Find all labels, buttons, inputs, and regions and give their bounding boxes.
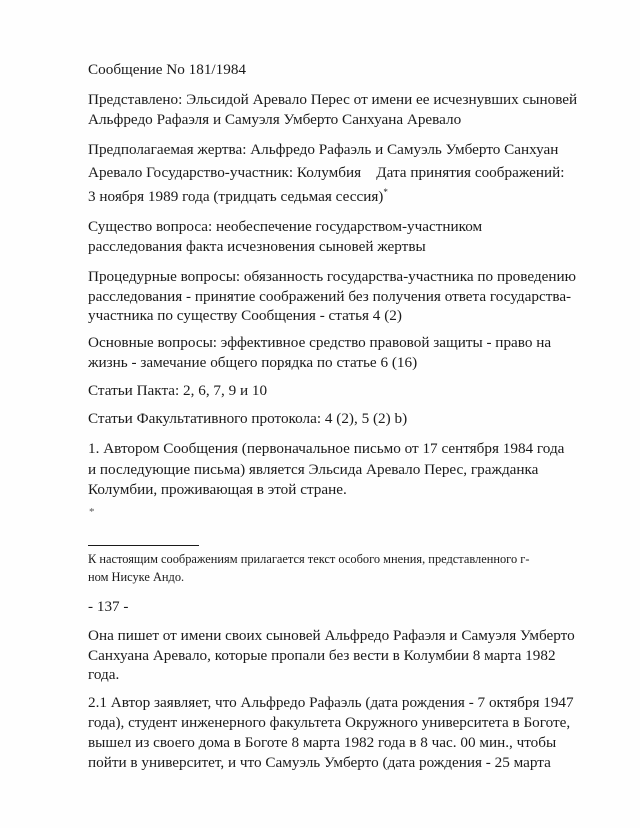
adoption-date-text: 3 ноября 1989 года (тридцать седьмая сессия) xyxy=(88,188,384,205)
paragraph-line: года), студент инженерного факультета Окружного университета в Боготе, xyxy=(88,714,571,731)
procedural-issues-line: участника по существу Сообщения - статья 4 (2) xyxy=(88,307,402,324)
procedural-issues-line: Процедурные вопросы: обязанность государства-участника по проведению xyxy=(88,268,576,285)
page-number: - 137 - xyxy=(88,598,129,615)
submitted-by-line: Альфредо Рафаэля и Самуэля Умберто Санхуана Аревало xyxy=(88,111,462,128)
footnote-line: ном Нисуке Андо. xyxy=(88,570,185,584)
footnote-reference-marker: * xyxy=(383,187,388,197)
adoption-date-line xyxy=(88,187,388,206)
communication-heading: Сообщение No 181/1984 xyxy=(88,61,247,78)
substantive-issues-line: жизнь - замечание общего порядка по статье 6 (16) xyxy=(88,354,418,371)
subject-matter-line: Существо вопроса: необеспечение государством-участником xyxy=(88,218,483,235)
paragraph-line: года. xyxy=(88,666,120,683)
footnote-line: К настоящим соображениям прилагается текст особого мнения, представленного г- xyxy=(88,552,530,566)
substantive-issues-line: Основные вопросы: эффективное средство правовой защиты - право на xyxy=(88,334,552,351)
paragraph-line: Она пишет от имени своих сыновей Альфредо Рафаэля и Самуэля Умберто xyxy=(88,627,575,644)
submitted-by-line: Представлено: Эльсидой Аревало Перес от имени ее исчезнувших сыновей xyxy=(88,91,578,108)
covenant-articles: Статьи Пакта: 2, 6, 7, 9 и 10 xyxy=(88,382,268,399)
paragraph-line: пойти в университет, и что Самуэль Умберто (дата рождения - 25 марта xyxy=(88,754,551,771)
footnote-star: * xyxy=(89,506,95,518)
paragraph-line: Колумбии, проживающая в этой стране. xyxy=(88,481,347,498)
paragraph-line: 2.1 Автор заявляет, что Альфредо Рафаэль (дата рождения - 7 октября 1947 xyxy=(88,694,574,711)
paragraph-line: и последующие письма) является Эльсида Аревало Перес, гражданка xyxy=(88,461,539,478)
optional-protocol-articles: Статьи Факультативного протокола: 4 (2), 5 (2) b) xyxy=(88,410,408,427)
state-party-line: Аревало Государство-участник: Колумбия Дата принятия соображений: xyxy=(88,164,565,181)
paragraph-line: 1. Автором Сообщения (первоначальное письмо от 17 сентября 1984 года xyxy=(88,440,565,457)
alleged-victim-line: Предполагаемая жертва: Альфредо Рафаэль и Самуэль Умберто Санхуан xyxy=(88,141,559,158)
procedural-issues-line: расследования - принятие соображений без получения ответа государства- xyxy=(88,288,572,305)
subject-matter-line: расследования факта исчезновения сыновей жертвы xyxy=(88,238,426,255)
paragraph-line: вышел из своего дома в Боготе 8 марта 1982 года в 8 час. 00 мин., чтобы xyxy=(88,734,557,751)
paragraph-line: Санхуана Аревало, которые пропали без вести в Колумбии 8 марта 1982 xyxy=(88,647,556,664)
footnote-separator xyxy=(88,545,199,546)
